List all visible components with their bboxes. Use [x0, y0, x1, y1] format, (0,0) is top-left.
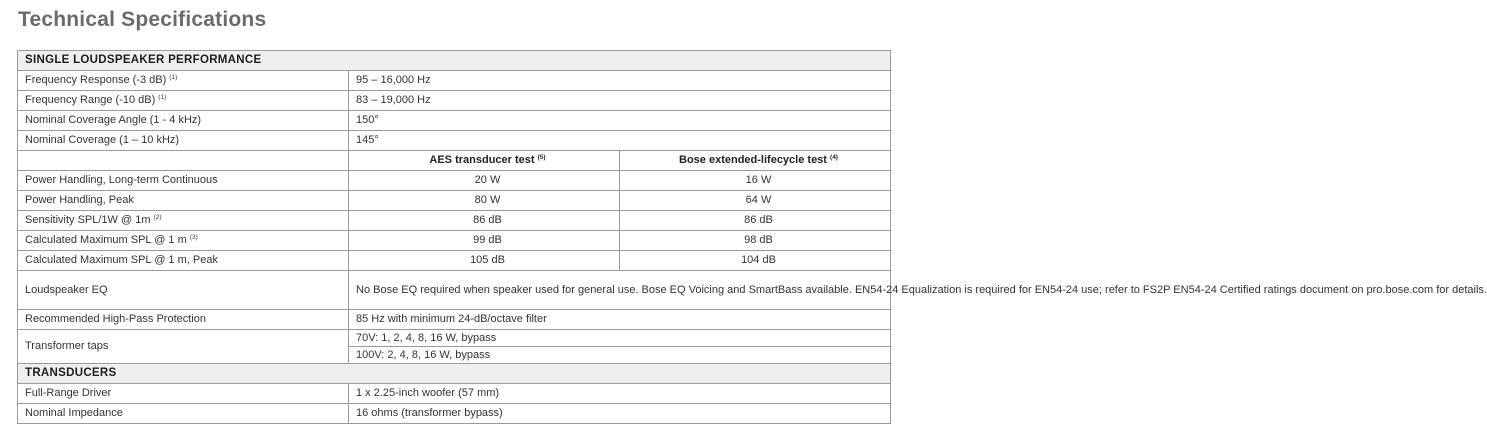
aes-value: 105 dB	[349, 251, 620, 271]
table-row	[18, 310, 891, 330]
column-header-row	[18, 151, 891, 171]
section-title: SINGLE LOUDSPEAKER PERFORMANCE	[18, 51, 891, 71]
table-row	[18, 384, 891, 404]
column-header-aes: AES transducer test $^{(5)}$	[349, 151, 620, 171]
spec-value: 16 ohms (transformer bypass)	[349, 404, 891, 424]
empty-cell	[18, 151, 349, 171]
aes-value: 86 dB	[349, 211, 620, 231]
table-row	[18, 251, 891, 271]
spec-table	[17, 50, 1487, 424]
spec-label: Sensitivity SPL/1W @ 1m $^{(2)}$	[18, 211, 349, 231]
spec-label: Loudspeaker EQ	[18, 271, 349, 310]
table-row	[18, 71, 891, 91]
spec-label: Nominal Impedance	[18, 404, 349, 424]
spec-label: Nominal Coverage Angle (1 - 4 kHz)	[18, 111, 349, 131]
footnote-ref: (2)	[153, 214, 162, 221]
spec-label: Frequency Response (-3 dB) $^{(1)}$	[18, 71, 349, 91]
spec-label: Frequency Range (-10 dB) $^{(1)}$	[18, 91, 349, 111]
page-title: Technical Specifications	[18, 8, 267, 31]
spec-value: 83 – 19,000 Hz	[349, 91, 891, 111]
table-row	[18, 171, 891, 191]
spec-value: 1 x 2.25-inch woofer (57 mm)	[349, 384, 891, 404]
table-row	[18, 271, 891, 310]
spec-label: Nominal Coverage (1 – 10 kHz)	[18, 131, 349, 151]
spec-value: 150°	[349, 111, 891, 131]
table-row	[18, 111, 891, 131]
spec-value: 95 – 16,000 Hz	[349, 71, 891, 91]
spec-label: Calculated Maximum SPL @ 1 m $^{(3)}$	[18, 231, 349, 251]
footnote-ref: (3)	[189, 234, 198, 241]
table-row	[18, 191, 891, 211]
section-title: TRANSDUCERS	[18, 364, 891, 384]
bose-value: 104 dB	[620, 251, 891, 271]
spec-label: Power Handling, Long-term Continuous	[18, 171, 349, 191]
table-row	[18, 131, 891, 151]
spec-label: Transformer taps	[18, 330, 349, 364]
spec-label: Calculated Maximum SPL @ 1 m, Peak	[18, 251, 349, 271]
spec-value-70v: 70V: 1, 2, 4, 8, 16 W, bypass	[349, 330, 891, 347]
spec-value-100v: 100V: 2, 4, 8, 16 W, bypass	[349, 347, 891, 364]
section-header-row	[18, 364, 891, 384]
footnote-ref: (1)	[169, 74, 178, 81]
bose-value: 86 dB	[620, 211, 891, 231]
spec-label: Power Handling, Peak	[18, 191, 349, 211]
table-row	[18, 211, 891, 231]
bose-value: 98 dB	[620, 231, 891, 251]
table-row	[18, 91, 891, 111]
table-row	[18, 404, 891, 424]
column-header-bose: Bose extended-lifecycle test $^{(4)}$	[620, 151, 891, 171]
footnote-ref: (1)	[158, 94, 167, 101]
table-row	[18, 231, 891, 251]
footnote-ref: (4)	[830, 154, 838, 161]
aes-value: 80 W	[349, 191, 620, 211]
spec-label: Recommended High-Pass Protection	[18, 310, 349, 330]
footnote-ref: (5)	[537, 154, 546, 161]
bose-value: 64 W	[620, 191, 891, 211]
bose-value: 16 W	[620, 171, 891, 191]
spec-value: 85 Hz with minimum 24-dB/octave filter	[349, 310, 891, 330]
spec-value: 145°	[349, 131, 891, 151]
spec-label: Full-Range Driver	[18, 384, 349, 404]
section-header-row	[18, 51, 891, 71]
table-row	[18, 330, 891, 347]
aes-value: 99 dB	[349, 231, 620, 251]
aes-value: 20 W	[349, 171, 620, 191]
spec-value: No Bose EQ required when speaker used for general use. Bose EQ Voicing and SmartBass available. EN54-24 Equalization is required for EN54-24 use; refer to FS2P EN54-24 Certified ratings document on pro.bose.com for details.	[349, 271, 891, 310]
